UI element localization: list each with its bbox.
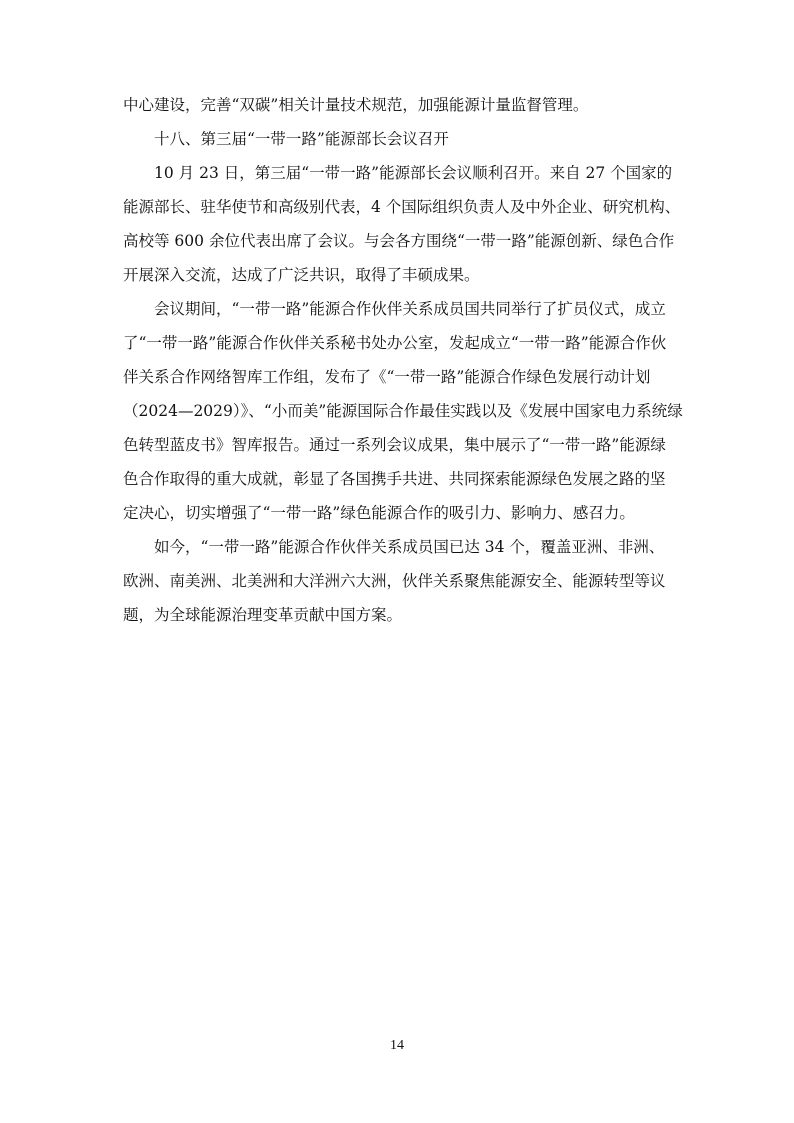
text-line: 色合作取得的重大成就，彰显了各国携手共进、共同探索能源绿色发展之路的坚 [123,470,666,488]
section-heading: 十八、第三届“一带一路”能源部长会议召开 [154,130,449,148]
text-line: 定决心，切实增强了“一带一路”绿色能源合作的吸引力、影响力、感召力。 [123,504,635,522]
text-line: （2024—2029）》、“小而美”能源国际合作最佳实践以及《发展中国家电力系统绿 [123,402,683,420]
text-line: 会议期间，“一带一路”能源合作伙伴关系成员国共同举行了扩员仪式，成立 [154,300,666,318]
text-line: 伴关系合作网络智库工作组，发布了《“一带一路”能源合作绿色发展行动计划 [123,368,651,386]
text-line: 10 月 23 日，第三届“一带一路”能源部长会议顺利召开。来自 27 个国家的 [154,164,673,182]
text-line: 开展深入交流，达成了广泛共识，取得了丰硕成果。 [123,266,480,284]
document-body [123,88,683,632]
text-line: 如今，“一带一路”能源合作伙伴关系成员国已达 34 个，覆盖亚洲、非洲、 [154,538,665,556]
paragraph-1 [123,156,681,292]
page-number: 14 [390,1038,404,1053]
text-line: 题，为全球能源治理变革贡献中国方案。 [123,606,403,624]
text-line: 欧洲、南美洲、北美洲和大洋洲六大洲，伙伴关系聚焦能源安全、能源转型等议 [123,572,666,590]
text-line: 色转型蓝皮书》智库报告。通过一系列会议成果，集中展示了“一带一路”能源绿 [123,436,666,454]
continuation-paragraph [123,88,673,122]
paragraph-2 [123,292,683,530]
text-line: 高校等 600 余位代表出席了会议。与会各方围绕“一带一路”能源创新、绿色合作 [123,232,675,250]
paragraph-3 [123,530,673,632]
text-line: 能源部长、驻华使节和高级别代表，4 个国际组织负责人及中外企业、研究机构、 [123,198,681,216]
text-line: 中心建设，完善“双碳”相关计量技术规范，加强能源计量监督管理。 [123,96,589,114]
text-line: 了“一带一路”能源合作伙伴关系秘书处办公室，发起成立“一带一路”能源合作伙 [123,334,667,352]
